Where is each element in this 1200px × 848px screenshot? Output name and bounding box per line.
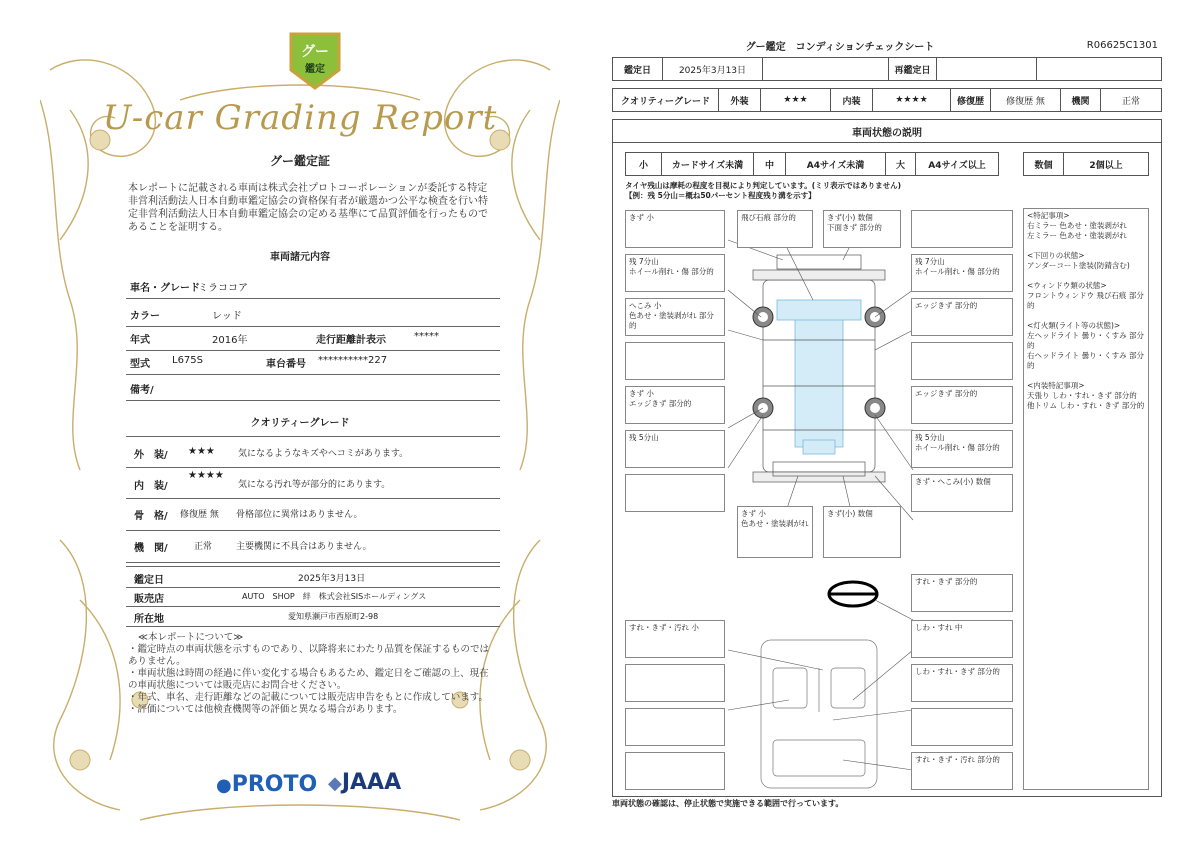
row-address [126, 606, 500, 627]
car-name-value: ミラココア [198, 283, 248, 294]
note-line: 他トリム しわ・すれ・きず 部分的 [1027, 401, 1145, 410]
interior-stars: ★★★★ [188, 470, 224, 481]
dealer-label: 販売店 [134, 594, 164, 605]
model-value: L675S [172, 355, 204, 366]
reinspect-date [937, 58, 1037, 80]
cert-body: 本レポートに記載される車両は株式会社プロトコーポレーションが委託する特定非営利活動法人日本自動車鑑定協会の資格保有者が厳選かつ公平な検査を行い特定非営利活動法人日本自動車鑑定協会の定める基準にて品質評価を行ったものであることを証明する。 [128, 183, 488, 233]
dealer-value: AUTO SHOP 絆 株式会社SISホールディングス [242, 592, 427, 601]
note-line: 右ヘッドライト 曇り・くすみ 部分的 [1027, 351, 1145, 370]
row-model [126, 346, 500, 375]
exterior-desc: 気になるようなキズやヘコミがあります。 [238, 449, 409, 459]
interior-desc: 気になる汚れ等が部分的にあります。 [238, 480, 391, 490]
condition-label: しわ・すれ・きず 部分的 [911, 664, 1013, 702]
row-frame [126, 498, 500, 531]
condition-label [625, 708, 725, 746]
note-line: <灯火類(ライト等の状態)> [1027, 321, 1121, 330]
quality-title: クオリティーグレード [250, 418, 350, 429]
tire-example: 【例：残 5分山＝概ね50パーセント程度残り溝を示す】 [625, 191, 816, 200]
condition-label: エッジきず 部分的 [911, 386, 1013, 424]
size-large: 大 [886, 153, 916, 175]
count-label: 数個 [1024, 153, 1064, 175]
note-item: ・評価については他検査機関等の評価と異なる場合があります。 [128, 704, 403, 715]
sheet-footer: 車両状態の確認は、停止状態で実施できる範囲で行っています。 [612, 799, 844, 808]
note-spacer [1027, 371, 1145, 381]
frame-value: 修復歴 無 [180, 510, 219, 520]
footer-logos [216, 770, 416, 800]
inspect-date-label: 鑑定日 [613, 58, 663, 80]
mileage-value: ***** [414, 331, 439, 342]
exterior-stars: ★★★ [188, 446, 215, 457]
engine-label: 機関 [1061, 89, 1101, 111]
exterior-label: 外 装/ [134, 450, 168, 461]
condition-label [625, 474, 725, 512]
address-value: 愛知県瀬戸市西原町2-98 [288, 612, 379, 621]
condition-label: 残 7分山 ホイール削れ・傷 部分的 [911, 254, 1013, 292]
color-label: カラー [130, 311, 160, 322]
size-legend [625, 152, 999, 176]
size-small: 小 [626, 153, 662, 175]
note-line: <特記事項> [1027, 211, 1070, 220]
condition-label: しわ・すれ 中 [911, 620, 1013, 658]
condition-label: 残 5分山 [625, 430, 725, 468]
quality-row [612, 88, 1162, 112]
note-line: <ウィンドウ類の状態> [1027, 281, 1107, 290]
condition-section [612, 119, 1162, 797]
svg-text:グー: グー [301, 44, 329, 60]
note-spacer [1027, 241, 1145, 251]
sheet-title: グー鑑定 コンディションチェックシート [745, 42, 935, 53]
row-date [126, 566, 500, 588]
note-line: 左ヘッドライト 曇り・くすみ 部分的 [1027, 331, 1145, 350]
engine-value: 正常 [1121, 96, 1140, 107]
row-car-name [126, 270, 500, 299]
year-label: 年式 [130, 335, 150, 346]
chassis-value: **********227 [318, 355, 388, 366]
note-spacer [1027, 311, 1145, 321]
size-small-desc: カードサイズ未満 [662, 153, 754, 175]
note-line: 天張り しわ・すれ・きず 部分的 [1027, 391, 1137, 400]
year-value: 2016年 [212, 335, 248, 346]
condition-label: すれ・きず・汚れ 部分的 [911, 752, 1013, 790]
condition-label: きず(小) 数個 [823, 506, 901, 558]
condition-label [625, 664, 725, 702]
row-dealer [126, 586, 500, 607]
exterior-stars: ★★★ [761, 89, 831, 111]
condition-label: へこみ 小 色あせ・塗装剥がれ 部分的 [625, 298, 725, 336]
spec-title: 車両諸元内容 [270, 252, 330, 263]
note-line: 右ミラー 色あせ・塗装剥がれ [1027, 221, 1127, 230]
section-title: 車両状態の説明 [613, 120, 1161, 143]
note-line: <下回りの状態> [1027, 251, 1085, 260]
notes-title: ≪本レポートについて≫ [138, 632, 244, 643]
date-row [612, 57, 1162, 81]
report-id: R06625C1301 [1086, 40, 1158, 51]
repair-label: 修復歴 [951, 89, 991, 111]
special-notes-panel [1023, 208, 1149, 790]
size-large-desc: A4サイズ以上 [928, 160, 986, 171]
note-item: ・鑑定時点の車両状態を示すものであり、以降将来にわたり品質を保証するものではありません。 [128, 644, 490, 667]
car-name-label: 車名・グレード [130, 283, 200, 294]
condition-label [911, 342, 1013, 380]
size-mid-desc: A4サイズ未満 [786, 153, 886, 175]
exterior-label: 外装 [719, 89, 761, 111]
condition-label [625, 752, 725, 790]
interior-stars: ★★★★ [873, 89, 951, 111]
condition-check-sheet [600, 0, 1200, 848]
condition-label: すれ・きず・汚れ 小 [625, 620, 725, 658]
goo-badge-logo [287, 30, 343, 92]
row-exterior [126, 436, 500, 468]
jaaa-logo: ◆JAAA [328, 770, 402, 795]
cert-title: グー鑑定証 [269, 154, 330, 168]
condition-label: きず・へこみ(小) 数個 [911, 474, 1013, 512]
condition-label [911, 708, 1013, 746]
jaaa-logo-icon: ◆ [328, 773, 342, 794]
condition-label: きず 小 色あせ・塗装剥がれ [737, 506, 813, 558]
condition-label [625, 342, 725, 380]
frame-desc: 骨格部位に異常はありません。 [236, 510, 363, 520]
condition-label: すれ・きず 部分的 [911, 574, 1013, 612]
engine-desc: 主要機関に不具合はありません。 [236, 542, 372, 552]
condition-label: エッジきず 部分的 [911, 298, 1013, 336]
date-value: 2025年3月13日 [298, 574, 366, 584]
frame-label: 骨 格/ [134, 511, 168, 522]
row-interior [126, 466, 500, 499]
remarks-label: 備考/ [130, 385, 154, 396]
condition-label: きず(小) 数個 下面きず 部分的 [823, 210, 901, 248]
condition-label [911, 210, 1013, 248]
blank-cell [763, 58, 889, 80]
condition-label: 飛び石痕 部分的 [737, 210, 813, 248]
condition-label: きず 小 エッジきず 部分的 [625, 386, 725, 424]
condition-label: きず 小 [625, 210, 725, 248]
note-line: フロントウィンドウ 飛び石痕 部分的 [1027, 291, 1144, 310]
engine-label: 機 関/ [134, 543, 168, 554]
model-label: 型式 [130, 359, 150, 370]
proto-logo-icon: ● [216, 775, 232, 796]
note-item: ・車両状態は時間の経過に伴い変化する場合もあるため、鑑定日をご確認の上、現在の車両状態については販売店にお問合せください。 [128, 668, 489, 691]
tire-note: タイヤ残山は摩耗の程度を目視により判定しています。(ミリ表示ではありません) [625, 181, 902, 190]
engine-value: 正常 [194, 542, 213, 552]
interior-label: 内装 [831, 89, 873, 111]
chassis-label: 車台番号 [266, 359, 306, 370]
note-line: <内装特記事項> [1027, 381, 1085, 390]
interior-label: 内 装/ [134, 481, 168, 492]
reinspect-date-label: 再鑑定日 [889, 58, 937, 80]
date-label: 鑑定日 [134, 575, 164, 586]
note-item: ・年式、車名、走行距離などの記載については販売店申告をもとに作成しています。 [128, 692, 489, 703]
note-line: 左ミラー 色あせ・塗装剥がれ [1027, 231, 1127, 240]
color-value: レッド [212, 311, 242, 322]
row-remarks [126, 372, 500, 401]
inspect-date: 2025年3月13日 [663, 58, 763, 80]
note-line: アンダーコート塗装(防錆含む) [1027, 261, 1130, 270]
condition-label: 残 7分山 ホイール削れ・傷 部分的 [625, 254, 725, 292]
mileage-label: 走行距離計表示 [316, 335, 386, 346]
note-spacer [1027, 271, 1145, 281]
quality-label: クオリティーグレード [613, 89, 719, 111]
svg-text:鑑定: 鑑定 [305, 64, 325, 75]
proto-logo: ●PROTO [216, 772, 318, 797]
row-engine [126, 530, 500, 563]
count-desc: 2個以上 [1089, 160, 1123, 171]
address-label: 所在地 [134, 614, 164, 625]
condition-label: 残 5分山 ホイール削れ・傷 部分的 [911, 430, 1013, 468]
repair-value: 修復歴 無 [991, 89, 1061, 111]
report-notes [128, 632, 498, 716]
script-title: U-car Grading Report [102, 98, 498, 138]
size-mid: 中 [754, 153, 786, 175]
count-legend [1023, 152, 1149, 176]
